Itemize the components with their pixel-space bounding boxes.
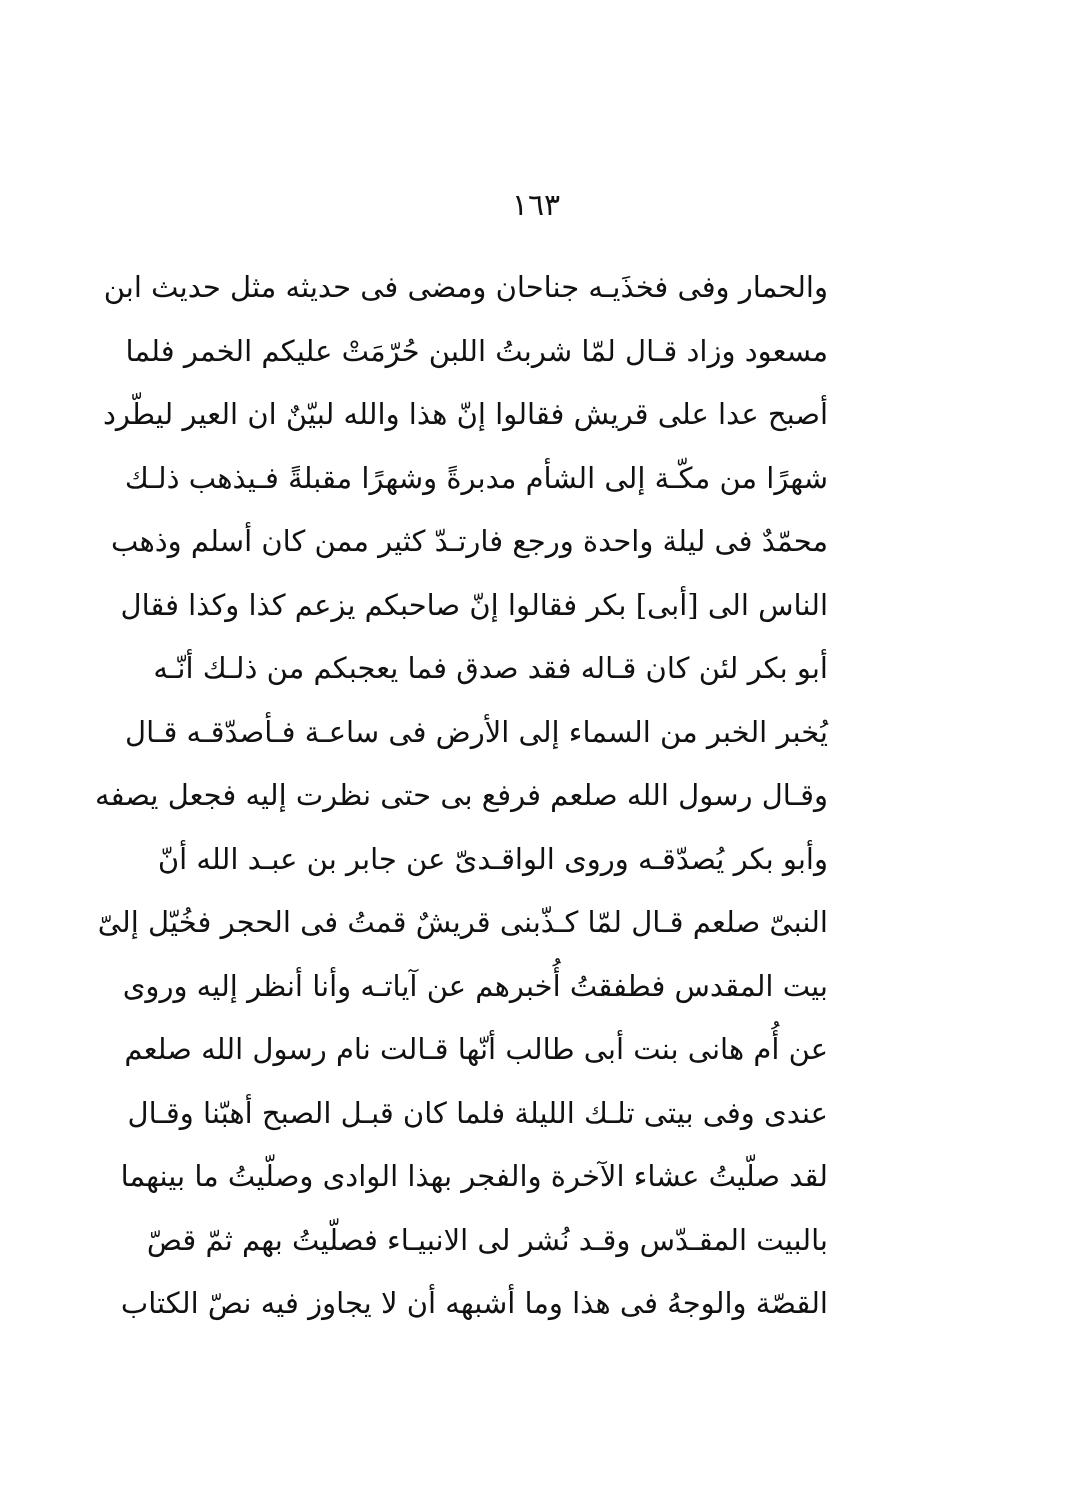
- text-line-1: والحمار وفى فخذَيـه جناحان ومضى فى حديثه مثل حديث ابن: [103, 270, 828, 304]
- text-line-4: شهرًا من مكّـة إلى الشأم مدبرةً وشهرًا مقبلةً فـيذهب ذلـك: [124, 460, 828, 495]
- page-number: ١٦٣: [511, 188, 561, 223]
- text-line-12: بيت المقدس فطفقتُ أُخبرهم عن آياتـه وأنا أنظر إليه وروى: [122, 968, 828, 1003]
- body-text: [95, 256, 828, 1336]
- text-line-16: بالبيت المقـدّس وقـد نُشر لى الانبيـاء فصلّيتُ بهم ثمّ قصّ: [146, 1222, 828, 1257]
- text-line-9: وقـال رسول الله صلعم فرفع بى حتى نظرت إليه فجعل يصفه: [95, 778, 828, 812]
- text-line-17: القصّة والوجهُ فى هذا وما أشبهه أن لا يجاوز فيه نصّ الكتاب: [120, 1286, 828, 1320]
- text-line-6: الناس الى [أبى] بكر فقالوا إنّ صاحبكم يزعم كذا وكذا فقال: [120, 587, 828, 622]
- text-line-14: عندى وفى بيتى تلـك الليلة فلما كان قبـل الصبح أهبّنا وقـال: [127, 1095, 828, 1130]
- text-line-2: مسعود وزاد قـال لمّا شربتُ اللبن حُرّمَتْ عليكم الخمر فلما: [125, 333, 828, 368]
- text-line-8: يُخبر الخبر من السماء إلى الأرض فى ساعـة فـأصدّقـه قـال: [125, 714, 828, 749]
- text-line-13: عن أُم هانى بنت أبى طالب أنّها قـالت نام رسول الله صلعم: [124, 1032, 828, 1066]
- text-line-10: وأبو بكر يُصدّقـه وروى الواقـدىّ عن جابر بن عبـد الله أنّ: [157, 841, 828, 876]
- text-line-15: لقد صلّيتُ عشاء الآخرة والفجر بهذا الوادى وصلّيتُ ما بينهما: [120, 1159, 828, 1193]
- text-line-5: محمّدٌ فى ليلة واحدة ورجع فارتـدّ كثير ممن كان أسلم وذهب: [110, 524, 828, 558]
- text-line-7: أبو بكر لئن كان قـاله فقد صدق فما يعجبكم من ذلـك أنّـه: [153, 651, 828, 685]
- text-line-11: النبىّ صلعم قـال لمّا كـذّبنى قريشٌ قمتُ فى الحجر فخُيّل إلىّ: [97, 905, 828, 939]
- text-line-3: أصبح عدا على قريش فقالوا إنّ هذا والله لبيّنٌ ان العير ليطّرد: [102, 397, 828, 431]
